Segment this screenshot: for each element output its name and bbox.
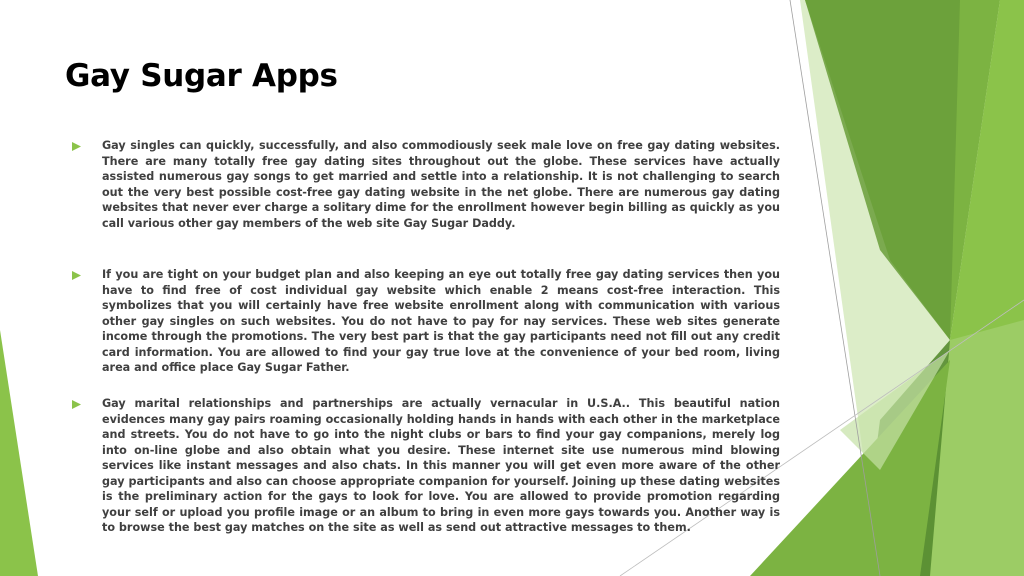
slide-title: Gay Sugar Apps xyxy=(65,58,338,94)
bullet-item xyxy=(72,396,780,536)
bullet-text: If you are tight on your budget plan and also keeping an eye out totally free gay dating services then you have to find free of cost individual gay website which enable 2 means cost-free interaction. This symbolizes that you will certainly have free website enrollment along with communication with various other gay singles on such websites. You do not have to pay for nay services. These web sites generate income through the promotions. The very best part is that the gay participants need not fill out any credit card information. You are allowed to find your gay true love at the convenience of your bed room, living area and office place Gay Sugar Father. xyxy=(102,268,780,374)
bullet-item xyxy=(72,138,780,231)
triangle-bullet-icon xyxy=(72,396,102,411)
bullet-item xyxy=(72,267,780,376)
bullet-text: Gay marital relationships and partnerships are actually vernacular in U.S.A.. This beautiful nation evidences many gay pairs roaming occasionally holding hands in hands with each other in the marketplace and streets. You do not have to go into the night clubs or bars to find your gay companions, merely log into on-line globe and also obtain what you desire. These internet site use numerous mind blowing services like instant messages and also chats. In this manner you will get even more aware of the other gay participants and also can choose appropriate companion for yourself. Joining up these dating websites is the preliminary action for the gays to look for love. You are allowed to provide promotion regarding your self or upload you profile image or an album to bring in even more gays towards you. Another way is to browse the best gay matches on the site as well as send out attractive messages to them. xyxy=(102,397,780,534)
bullet-text: Gay singles can quickly, successfully, and also commodiously seek male love on free gay dating websites. There are many totally free gay dating sites throughout out the globe. These services have actually assisted numerous gay songs to get married and settle into a relationship. It is not challenging to search out the very best possible cost-free gay dating website in the net globe. There are numerous gay dating websites that never ever charge a solitary dime for the enrollment however begin billing as quickly as you call various other gay members of the web site Gay Sugar Daddy. xyxy=(102,139,780,230)
left-edge-green-shape xyxy=(0,330,38,576)
triangle-bullet-icon xyxy=(72,138,102,153)
triangle-bullet-icon xyxy=(72,267,102,282)
